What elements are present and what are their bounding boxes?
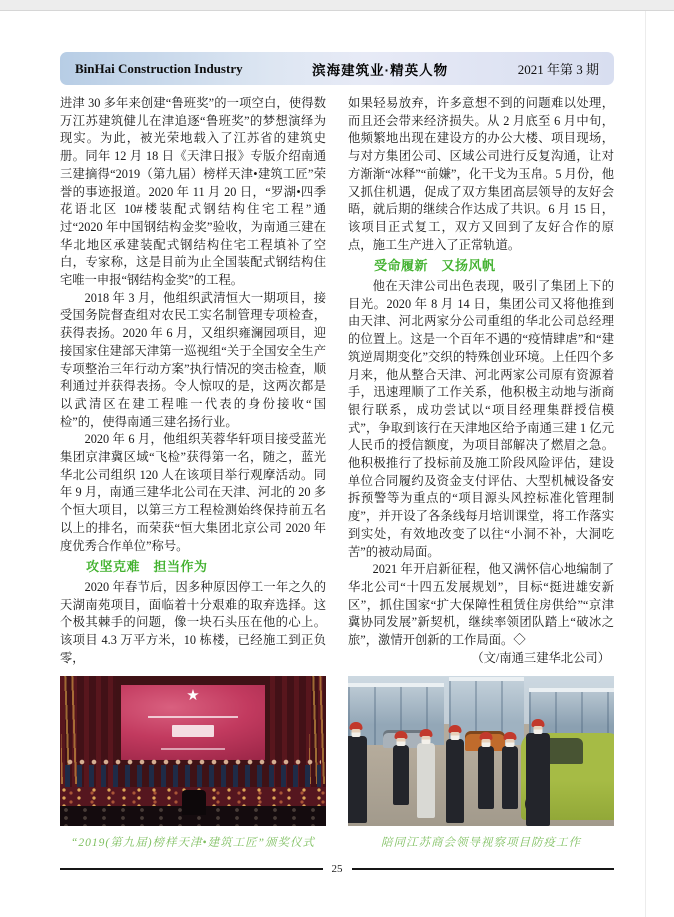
header-issue-number: 2021 年第 3 期	[517, 62, 599, 77]
photographer-silhouette	[182, 790, 206, 816]
magazine-page	[60, 0, 614, 875]
header-journal-name-en: BinHai Construction Industry	[75, 60, 243, 76]
paragraph-left-4: 2020 年春节后，因多种原因停工一年之久的天湖南苑项目，面临着十分艰难的取弃选择。这个极其棘手的问题，像一块石头压在他的心上。该项目 4.3 万平方米，10 栋楼，已经施工到正负零，	[60, 579, 326, 665]
page-edge-line	[645, 11, 646, 917]
person-figure	[446, 739, 464, 823]
photo-caption-left: “2019(第九届)榜样天津•建筑工匠”颁奖仪式	[71, 836, 315, 849]
photo-site-visit	[348, 676, 614, 826]
article-body	[60, 95, 614, 668]
footer-rule-left	[60, 868, 323, 870]
paragraph-right-2: 他在天津公司出色表现，吸引了集团上下的目光。2020 年 8 月 14 日，集团公司又将他推到由天津、河北两家分公司重组的华北公司总经理的位置上。这是一个百年不遇的“疫情肆虐”和“建筑逆周期变化”交织的特殊创业环境。上任四个多月来，他从整合天津、河北两家公司原有资源着手，迅速理顺了工作关系，他积极主动地与浙商银行联系，成功尝试以“项目经理集群授信模式”，争取到该行在天津地区给予南通三建 1 亿元人民币的授信额度，为项目部解决了燃眉之急。他积极推行了投标前及施工阶段风险评估，建设单位合同履约及资金支付评估、大型机械设备安拆预警等为重点的“项目源头风控标准化管理制度”，并开设了各条线每月培训课堂，将工作落实到实处，有效地改变了以往“小洞不补，大洞吃苦”的被动局面。	[348, 279, 614, 559]
screen-text-bar-small	[161, 748, 225, 750]
header-section-title: 滨海建筑业·精英人物	[312, 62, 449, 78]
awardees-bodies-row	[65, 765, 320, 788]
star-icon: ★	[186, 685, 200, 704]
article-column-right	[348, 95, 614, 668]
section-heading-1: 攻坚克难 担当作为	[86, 559, 208, 575]
screen-logo-box	[172, 725, 215, 737]
person-figure	[393, 745, 409, 805]
page-number: 25	[331, 862, 343, 875]
article-column-left	[60, 95, 326, 668]
paragraph-left-1: 进津 30 多年来创建“鲁班奖”的一项空白，使得数万江苏建筑健儿在津追逐“鲁班奖”的梦想演绎为现实。为此，被光荣地载入了江苏省的建筑史册。同年 12 月 18 日《天津日报》专版介绍南通三建摘得“2019（第九届）榜样天津•建筑工匠”荣誉的事迹报道。2020 年 11 月 20 日，“罗湖•四季花语北区 10#楼装配式钢结构住宅工程”通过“2020 年中国钢结构金奖”验收，为南通三建在华北地区承建装配式钢结构住宅工程填补了空白，专家称，这是目前为止全国装配式钢结构住宅唯一申报“钢结构金奖”的工程。	[60, 96, 326, 288]
section-heading-2: 受命履新 又扬风帆	[374, 258, 496, 274]
person-figure	[526, 733, 550, 826]
paragraph-left-2: 2018 年 3 月，他组织武清恒大一期项目，接受国务院督查组对农民工实名制管理专项检查，获得表扬。2020 年 6 月，又组织雍澜园项目，迎接国家住建部天津第一巡视组“关于全国安全生产专项整治三年行动方案”执行情况的突击检查，顺利通过并获得表扬。令人惊叹的是，这两次都是以武清区在建工程唯一代表的身份接收“国检”的，使得南通三建名扬行业。	[60, 290, 326, 429]
paragraph-right-1: 如果轻易放弃，许多意想不到的问题难以处理，而且还会带来经济损失。从 2 月底至 6 月中旬，他频繁地出现在建设方的办公大楼、项目现场，与对方集团公司、区域公司进行反复沟通，让对方渐渐“冰释”“前嫌”，化干戈为玉帛。5 月份，他又抓住机遇，促成了双方集团高层领导的友好会晤，就后期的继续合作达成了共识。6 月 15 日，该项目正式复工，双方又回到了友好合作的原点，施工生产进入了正常轨道。	[348, 96, 614, 252]
person-figure	[478, 746, 494, 809]
person-figure-white-coat	[417, 743, 435, 818]
page-footer	[60, 863, 614, 875]
person-figure	[502, 746, 518, 809]
footer-rule-right	[352, 868, 615, 870]
photo-caption-right: 陪同江苏商会领导视察项目防疫工作	[381, 836, 581, 849]
person-figure	[348, 736, 367, 823]
screen-text-bar	[148, 716, 238, 718]
photo-row	[60, 676, 614, 826]
caption-row	[60, 834, 614, 850]
paragraph-right-3: 2021 年开启新征程，他又满怀信心地编制了华北公司“十四五发展规划”，目标“挺进雄安新区”，抓住国家“扩大保障性租赁住房供给”“京津冀协同发展”新契机，继续率领团队踏上“破冰之旅”，激情开创新的工作局面。◇	[348, 562, 614, 648]
article-byline: （文/南通三建华北公司）	[471, 650, 610, 665]
page-header-banner	[60, 52, 614, 85]
paragraph-left-3: 2020 年 6 月，他组织芙蓉华轩项目接受蓝光集团京津冀区域“飞检”获得第一名，随之，蓝光华北公司组织 120 人在该项目举行观摩活动。同年 9 月，南通三建华北公司在天津、河北的 20 多个恒大项目，以第三方工程检测始终保持前五名以上的排名，而荣获“恒大集团北京公司 2020 年度优秀合作单位”称号。	[60, 432, 326, 553]
photo-award-ceremony	[60, 676, 326, 826]
